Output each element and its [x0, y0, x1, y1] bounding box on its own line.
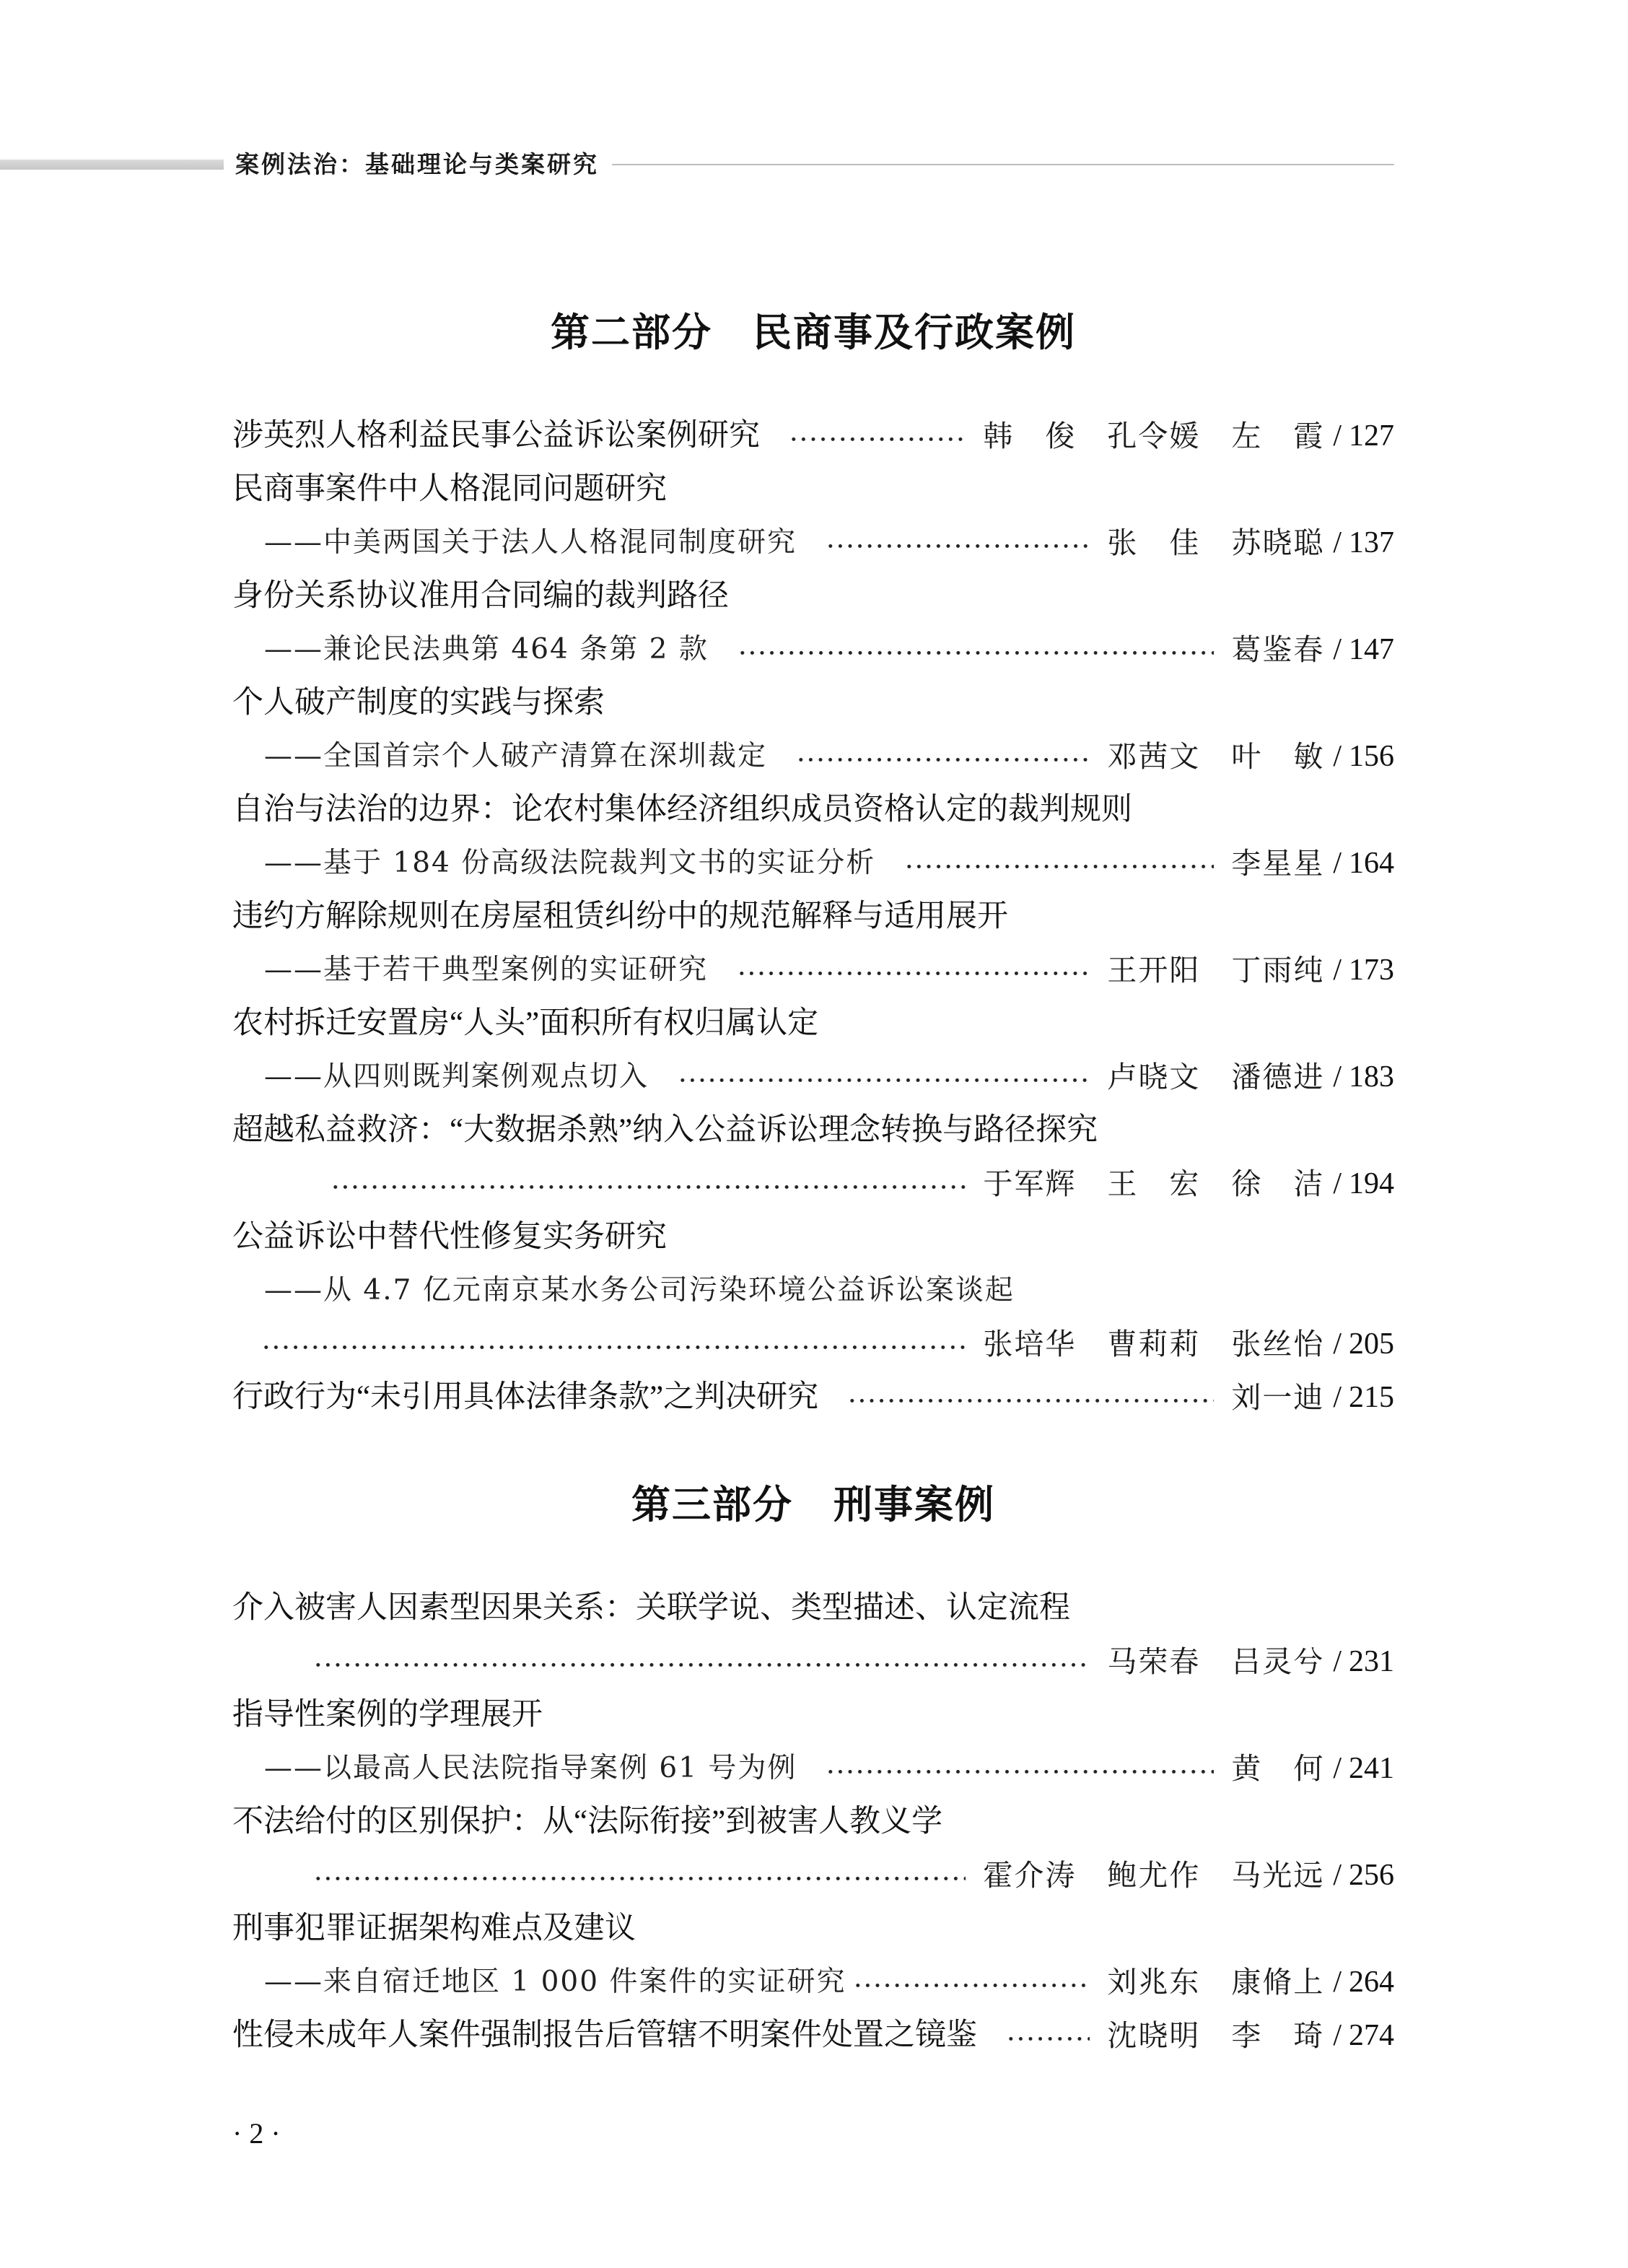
entry-page: 256: [1349, 1859, 1394, 1892]
entry-authors: 葛鉴春: [1231, 632, 1325, 667]
dot-leader: [738, 623, 1214, 676]
toc-entry: [232, 1795, 1394, 1902]
toc-entry: [232, 1104, 1394, 1211]
page-separator: /: [1333, 419, 1342, 453]
toc-entry: [232, 463, 1394, 570]
page-separator: /: [1333, 1752, 1342, 1785]
entry-page: 205: [1349, 1327, 1394, 1361]
entry-page: 215: [1349, 1381, 1394, 1414]
toc-list: [232, 1582, 1394, 2062]
page-separator: /: [1333, 1327, 1342, 1361]
dot-leader: [853, 1955, 1090, 2009]
entry-page: 241: [1349, 1752, 1394, 1785]
entry-page: 231: [1349, 1645, 1394, 1678]
entry-title: 身份关系协议准用合同编的裁判路径: [232, 579, 729, 613]
running-head-rule: [612, 164, 1394, 165]
entry-authors: 邓茜文 叶 敏: [1107, 739, 1325, 774]
toc-entry: [232, 570, 1394, 676]
entry-subtitle: ——基于 184 份高级法院裁判文书的实证分析: [264, 847, 876, 879]
dot-leader: [1006, 2009, 1090, 2062]
dot-leader: [331, 1157, 966, 1211]
entry-subtitle: ——从 4.7 亿元南京某水务公司污染环境公益诉讼案谈起: [264, 1274, 1015, 1307]
page-separator: /: [1333, 954, 1342, 987]
entry-page: 264: [1349, 1966, 1394, 1999]
entry-title: 农村拆迁安置房“人头”面积所有权归属认定: [232, 1006, 819, 1040]
entry-page: 183: [1349, 1060, 1394, 1094]
entry-authors: 韩 俊 孔令媛 左 霞: [983, 419, 1325, 453]
entry-title: 行政行为“未引用具体法律条款”之判决研究: [232, 1380, 819, 1414]
entry-subtitle: ——从四则既判案例观点切入: [264, 1060, 649, 1093]
entry-page: 156: [1349, 740, 1394, 773]
entry-title: 介入被害人因素型因果关系：关联学说、类型描述、认定流程: [232, 1591, 1070, 1625]
entry-page: 274: [1349, 2019, 1394, 2052]
entry-authors: 刘兆东 康脩上: [1107, 1965, 1325, 1999]
dot-leader: [313, 1849, 966, 1902]
toc-entry: [232, 1688, 1394, 1795]
entry-title: 指导性案例的学理展开: [232, 1698, 543, 1732]
entry-page: 137: [1349, 526, 1394, 559]
entry-page: 127: [1349, 419, 1394, 453]
entry-authors: 霍介涛 鲍尤作 马光远: [983, 1858, 1325, 1893]
page-separator: /: [1333, 847, 1342, 880]
entry-page: 194: [1349, 1167, 1394, 1200]
toc-entry: [232, 2009, 1394, 2062]
page-separator: /: [1333, 740, 1342, 773]
entry-authors: 刘一迪: [1231, 1380, 1325, 1415]
toc-list: [232, 409, 1394, 1424]
page-separator: /: [1333, 1859, 1342, 1892]
page-separator: /: [1333, 2019, 1342, 2052]
toc-entry: [232, 997, 1394, 1104]
entry-subtitle: ——以最高人民法院指导案例 61 号为例: [264, 1752, 797, 1784]
dot-leader: [904, 837, 1214, 890]
entry-subtitle: ——中美两国关于法人人格混同制度研究: [264, 526, 797, 559]
entry-subtitle: ——来自宿迁地区 1 000 件案件的实证研究: [264, 1966, 846, 1998]
entry-title: 自治与法治的边界：论农村集体经济组织成员资格认定的裁判规则: [232, 793, 1132, 826]
page-separator: /: [1333, 1966, 1342, 1999]
book-title: 案例法治：基础理论与类案研究: [235, 150, 599, 178]
toc-entry: [232, 890, 1394, 997]
entry-authors: 于军辉 王 宏 徐 洁: [983, 1166, 1325, 1201]
entry-authors: 黄 何: [1231, 1751, 1325, 1786]
part-title: 第二部分 民商事及行政案例: [551, 309, 1076, 355]
page-separator: /: [1333, 1381, 1342, 1414]
dot-leader: [847, 1371, 1214, 1424]
toc-entry: [232, 783, 1394, 890]
entry-subtitle: ——基于若干典型案例的实证研究: [264, 954, 709, 986]
toc-entry: [232, 676, 1394, 783]
entry-title: 公益诉讼中替代性修复实务研究: [232, 1220, 667, 1254]
toc-entry: [232, 1582, 1394, 1688]
entry-authors: 王开阳 丁雨纯: [1107, 953, 1325, 987]
part-title: 第三部分 刑事案例: [631, 1481, 995, 1527]
toc-entry: [232, 1211, 1394, 1371]
page-separator: /: [1333, 1645, 1342, 1678]
toc-entry: [232, 1371, 1394, 1424]
entry-authors: 李星星: [1231, 846, 1325, 881]
dot-leader: [678, 1050, 1090, 1104]
entry-title: 个人破产制度的实践与探索: [232, 686, 605, 720]
entry-title: 刑事犯罪证据架构难点及建议: [232, 1911, 636, 1945]
entry-authors: 卢晓文 潘德进: [1107, 1060, 1325, 1094]
entry-subtitle: ——兼论民法典第 464 条第 2 款: [264, 633, 709, 666]
entry-title: 不法给付的区别保护：从“法际衔接”到被害人教义学: [232, 1805, 943, 1839]
dot-leader: [796, 730, 1090, 783]
entry-authors: 张培华 曹莉莉 张丝怡: [983, 1327, 1325, 1361]
page-separator: /: [1333, 1060, 1342, 1094]
entry-page: 147: [1349, 633, 1394, 666]
entry-title: 违约方解除规则在房屋租赁纠纷中的规范解释与适用展开: [232, 899, 1008, 933]
entry-subtitle: ——全国首宗个人破产清算在深圳裁定: [264, 740, 768, 772]
entry-title: 性侵未成年人案件强制报告后管辖不明案件处置之镜鉴: [232, 2018, 977, 2052]
entry-authors: 马荣春 吕灵兮: [1107, 1644, 1325, 1679]
page-separator: /: [1333, 633, 1342, 666]
running-head: [0, 149, 1394, 180]
dot-leader: [313, 1635, 1090, 1688]
dot-leader: [789, 409, 966, 463]
dot-leader: [826, 516, 1090, 570]
page-separator: /: [1333, 526, 1342, 559]
entry-title: 民商事案件中人格混同问题研究: [232, 472, 667, 506]
dot-leader: [826, 1742, 1214, 1795]
page-number: · 2 ·: [232, 2117, 281, 2150]
dot-leader: [737, 943, 1090, 997]
toc-entry: [232, 1902, 1394, 2009]
running-head-bar: [0, 160, 224, 170]
dot-leader: [261, 1317, 966, 1371]
entry-title: 涉英烈人格利益民事公益诉讼案例研究: [232, 419, 760, 453]
entry-authors: 沈晓明 李 琦: [1107, 2018, 1325, 2053]
page-separator: /: [1333, 1167, 1342, 1200]
entry-authors: 张 佳 苏晓聪: [1107, 525, 1325, 560]
entry-page: 164: [1349, 847, 1394, 880]
entry-title: 超越私益救济：“大数据杀熟”纳入公益诉讼理念转换与路径探究: [232, 1113, 1098, 1147]
toc-entry: [232, 409, 1394, 463]
entry-page: 173: [1349, 954, 1394, 987]
